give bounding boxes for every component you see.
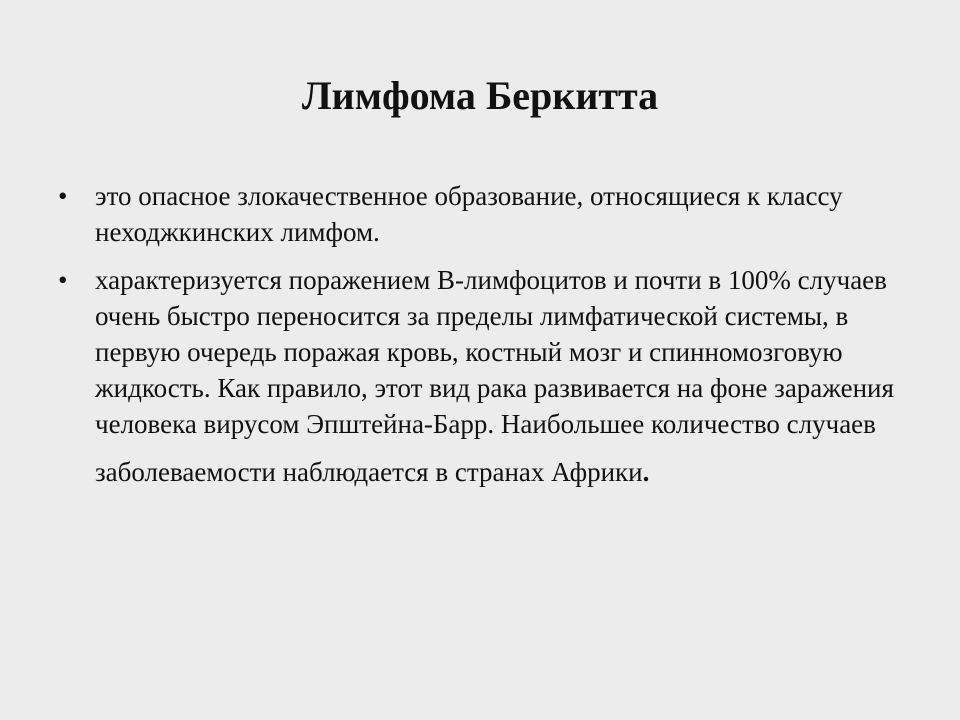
bullet-icon: • [58, 181, 68, 211]
bullet-icon: • [58, 265, 68, 295]
bullet-text-2-last-line-text: заболеваемости наблюдается в странах Африки [95, 457, 643, 487]
bullet-text-2-last-line [95, 454, 898, 490]
bullet-text-2-final-mark: . [642, 457, 650, 487]
bullet-text-1: это опасное злокачественное образование, относящиеся к классу неходжкинских лимфом. [95, 181, 843, 247]
bullet-item-1 [58, 178, 898, 250]
bullet-list [58, 178, 898, 502]
bullet-item-2 [58, 262, 898, 490]
slide-title: Лимфома Беркитта [301, 73, 659, 118]
bullet-text-2: характеризуется поражением В-лимфоцитов и почти в 100% случаев очень быстро переносится за пределы лимфатической системы, в первую очередь поражая кровь, костный мозг и спинномозговую жидкость. Как правило, этот вид рака развивается на фоне заражения человека вирусом Эпштейна-Барр. Наибольшее количество случаев [95, 265, 894, 439]
